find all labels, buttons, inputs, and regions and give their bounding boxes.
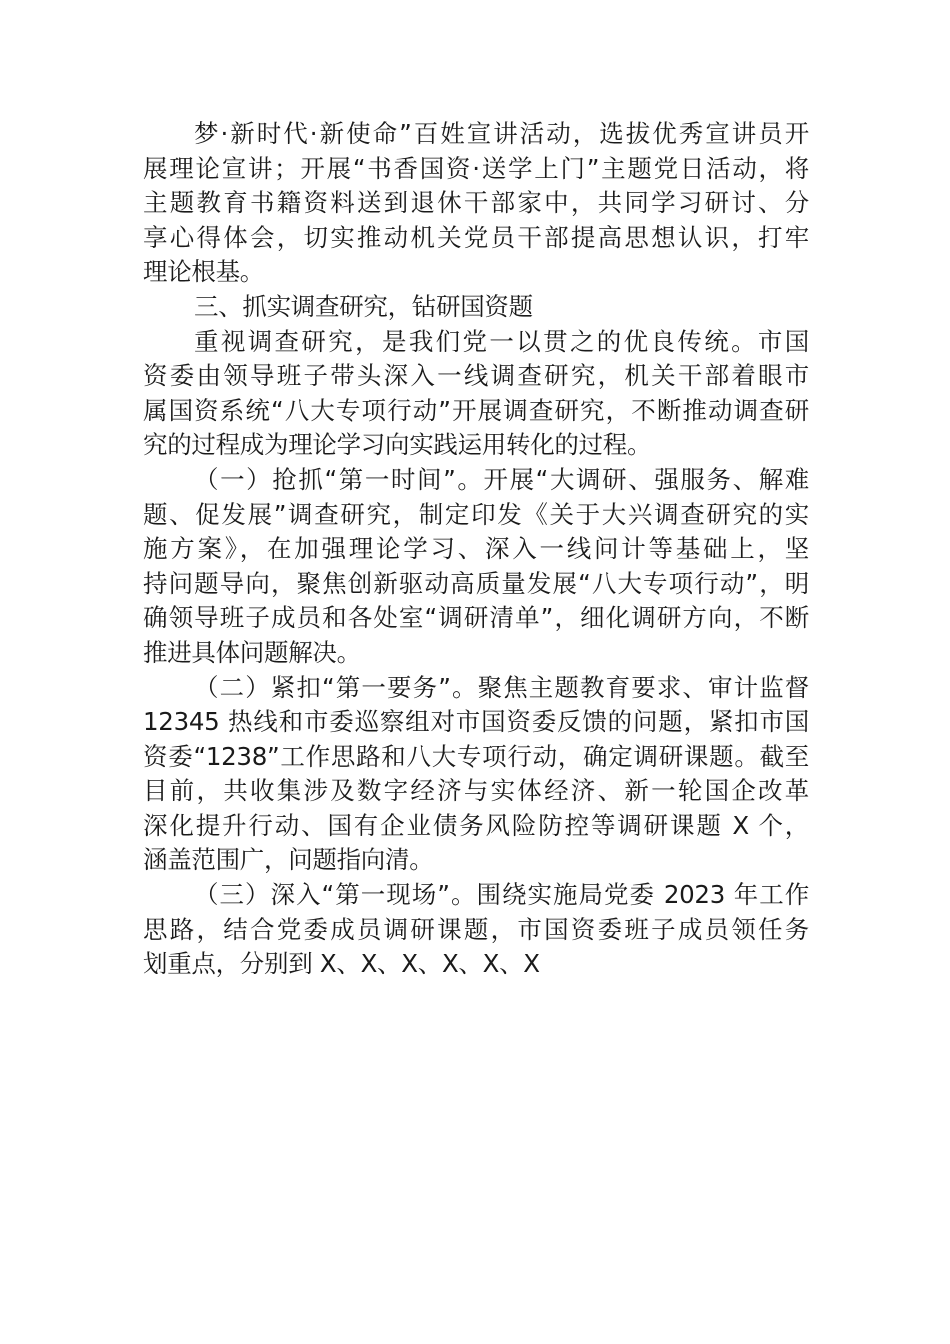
text-line: 目前，共收集涉及数字经济与实体经济、新一轮国企改革 [143,776,809,806]
text-line: 思路，结合党委成员调研课题，市国资委班子成员领任务 [143,914,809,944]
text-line: 确领导班子成员和各处室“调研清单”，细化调研方向，不断 [143,603,809,633]
text-line: 重视调查研究，是我们党一以贯之的优良传统。市国 [194,326,809,356]
text-line: （二）紧扣“第一要务”。聚焦主题教育要求、审计监督 [194,672,809,702]
paragraph-subsection-3 [143,878,809,982]
text-line: 属国资系统“八大专项行动”开展调查研究，不断推动调查研 [143,395,809,425]
text-line: 主题教育书籍资料送到退休干部家中，共同学习研讨、分 [143,188,809,218]
text-line: 深化提升行动、国有企业债务风险防控等调研课题 X 个， [143,810,809,840]
text-line: 划重点，分别到 X、X、X、X、X、X [143,949,540,979]
section-heading [143,290,809,325]
paragraph-continuation [143,117,809,290]
paragraph-section-intro [143,325,809,463]
section-3-heading: 三、抓实调查研究，钻研国资题 [194,291,533,321]
text-line: 理论根基。 [143,257,264,287]
text-line: （一）抢抓“第一时间”。开展“大调研、强服务、解难 [194,464,809,494]
text-line: 涵盖范围广，问题指向清。 [143,845,434,875]
text-line: 题、促发展”调查研究，制定印发《关于大兴调查研究的实 [143,499,809,529]
text-line: 究的过程成为理论学习向实践运用转化的过程。 [143,430,652,460]
text-line: 享心得体会，切实推动机关党员干部提高思想认识，打牢 [143,222,809,252]
text-line: 梦·新时代·新使命”百姓宣讲活动，选拔优秀宣讲员开 [194,119,809,148]
text-line: 资委由领导班子带头深入一线调查研究，机关干部着眼市 [143,361,809,391]
text-line: （三）深入“第一现场”。围绕实施局党委 2023 年工作 [194,880,809,910]
text-line: 持问题导向，聚焦创新驱动高质量发展“八大专项行动”，明 [143,568,809,598]
paragraph-subsection-1 [143,463,809,671]
document-page [143,117,809,982]
text-line: 施方案》，在加强理论学习、深入一线问计等基础上，坚 [143,534,809,564]
text-line: 展理论宣讲；开展“书香国资·送学上门”主题党日活动，将 [143,153,809,183]
text-line: 资委“1238”工作思路和八大专项行动，确定调研课题。截至 [143,741,809,771]
text-line: 12345 热线和市委巡察组对市国资委反馈的问题，紧扣市国 [143,707,809,737]
paragraph-subsection-2 [143,671,809,879]
text-line: 推进具体问题解决。 [143,637,361,667]
